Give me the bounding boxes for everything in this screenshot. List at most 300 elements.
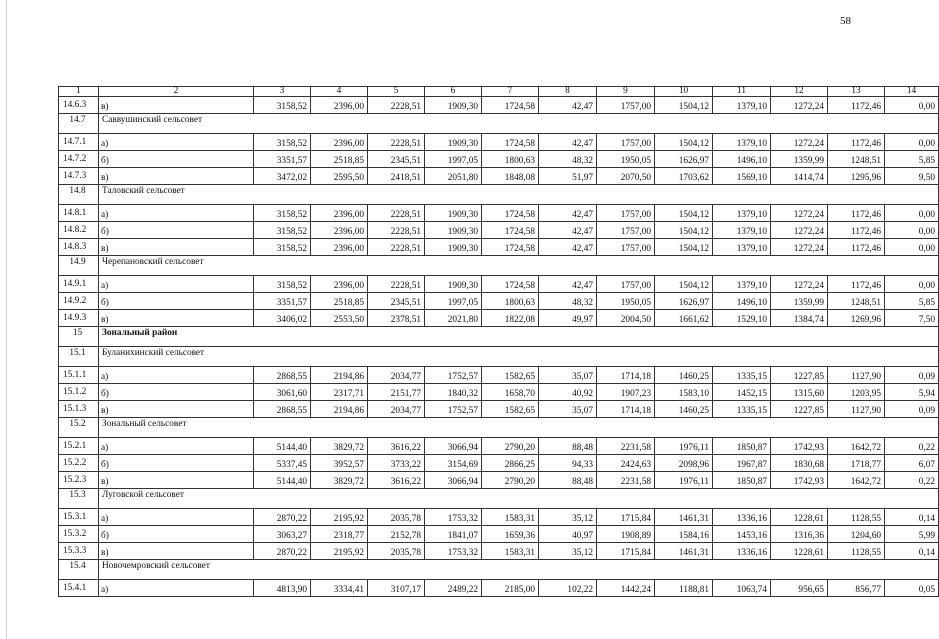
table-row [59,455,939,472]
value-cell: 2866,25 [482,455,539,472]
value-cell: 1379,10 [713,276,771,293]
value-cell: 3472,02 [254,168,311,185]
value-cell: 1203,95 [828,384,885,401]
value-cell: 3066,94 [425,472,482,489]
value-cell: 42,47 [539,239,597,256]
value-cell: 1128,55 [828,543,885,560]
value-cell: 2194,86 [311,367,368,384]
row-option: б) [99,151,254,168]
district-row [59,327,939,347]
value-cell: 2195,92 [311,509,368,526]
value-cell: 3616,22 [368,438,425,455]
value-cell: 2790,20 [482,438,539,455]
value-cell: 1504,12 [655,239,713,256]
value-cell: 5,94 [885,384,939,401]
value-cell: 1272,24 [771,276,828,293]
value-cell: 5,99 [885,526,939,543]
value-cell: 3158,52 [254,97,311,114]
value-cell: 1724,58 [482,222,539,239]
table-row [59,384,939,401]
value-cell: 1714,18 [597,401,655,418]
value-cell: 3061,60 [254,384,311,401]
value-cell: 5144,40 [254,438,311,455]
section-code: 15.4 [59,560,99,580]
table-row [59,97,939,114]
value-cell: 94,33 [539,455,597,472]
value-cell: 0,14 [885,543,939,560]
section-title: Саввушинский сельсовет [99,114,311,134]
value-cell: 2396,00 [311,134,368,151]
value-cell: 0,00 [885,222,939,239]
value-cell: 35,12 [539,509,597,526]
value-cell: 2595,50 [311,168,368,185]
row-code: 15.4.1 [59,580,99,597]
value-cell: 2034,77 [368,401,425,418]
table-row [59,134,939,151]
row-option: а) [99,509,254,526]
page-edge-line [6,0,7,639]
value-cell: 48,32 [539,293,597,310]
value-cell: 1379,10 [713,205,771,222]
value-cell: 1800,63 [482,293,539,310]
value-cell: 1272,24 [771,239,828,256]
value-cell: 1909,30 [425,239,482,256]
value-cell: 1315,60 [771,384,828,401]
table-row [59,472,939,489]
table-row [59,438,939,455]
section-title: Зональный сельсовет [99,418,311,438]
row-code: 15.3.3 [59,543,99,560]
value-cell: 1442,24 [597,580,655,597]
value-cell: 3107,17 [368,580,425,597]
value-cell: 1295,96 [828,168,885,185]
row-code: 14.8.2 [59,222,99,239]
section-title: Таловский сельсовет [99,185,311,205]
value-cell: 1452,15 [713,384,771,401]
header-row [59,87,939,97]
row-code: 14.7.2 [59,151,99,168]
value-cell: 1188,81 [655,580,713,597]
value-cell: 1204,60 [828,526,885,543]
value-cell: 1272,24 [771,97,828,114]
value-cell: 1460,25 [655,367,713,384]
value-cell: 3066,94 [425,438,482,455]
value-cell: 1950,05 [597,151,655,168]
value-cell: 0,09 [885,401,939,418]
value-cell: 0,09 [885,367,939,384]
table-row [59,151,939,168]
value-cell: 1724,58 [482,205,539,222]
tariff-table [58,86,939,597]
value-cell: 1976,11 [655,438,713,455]
value-cell: 1582,65 [482,367,539,384]
section-title: Луговской сельсовет [99,489,311,509]
value-cell: 1453,16 [713,526,771,543]
value-cell: 4813,90 [254,580,311,597]
value-cell: 2231,58 [597,472,655,489]
value-cell: 1742,93 [771,472,828,489]
value-cell: 9,50 [885,168,939,185]
value-cell: 40,97 [539,526,597,543]
row-option: в) [99,97,254,114]
value-cell: 2195,92 [311,543,368,560]
value-cell: 2151,77 [368,384,425,401]
value-cell: 1379,10 [713,222,771,239]
value-cell: 1172,46 [828,205,885,222]
column-header: 7 [482,87,539,97]
row-code: 14.8.3 [59,239,99,256]
section-code: 15.3 [59,489,99,509]
value-cell: 2194,86 [311,401,368,418]
district-title: Зональный район [99,327,311,347]
value-cell: 42,47 [539,276,597,293]
row-code: 15.2.3 [59,472,99,489]
value-cell: 0,00 [885,239,939,256]
table-row [59,205,939,222]
table-row [59,239,939,256]
value-cell: 3733,22 [368,455,425,472]
value-cell: 1715,84 [597,543,655,560]
column-header: 6 [425,87,482,97]
value-cell: 2228,51 [368,276,425,293]
row-option: б) [99,293,254,310]
value-cell: 1757,00 [597,239,655,256]
value-cell: 1976,11 [655,472,713,489]
section-filler [311,256,939,276]
value-cell: 1504,12 [655,97,713,114]
value-cell: 42,47 [539,134,597,151]
row-option: а) [99,276,254,293]
column-header: 3 [254,87,311,97]
value-cell: 1583,31 [482,509,539,526]
value-cell: 1909,30 [425,276,482,293]
value-cell: 1757,00 [597,97,655,114]
value-cell: 3158,52 [254,239,311,256]
value-cell: 1272,24 [771,134,828,151]
value-cell: 1850,87 [713,438,771,455]
table-row [59,293,939,310]
column-header: 11 [713,87,771,97]
value-cell: 2034,77 [368,367,425,384]
row-code: 15.2.2 [59,455,99,472]
value-cell: 2396,00 [311,222,368,239]
value-cell: 1997,05 [425,293,482,310]
row-option: в) [99,239,254,256]
value-cell: 1800,63 [482,151,539,168]
row-option: а) [99,438,254,455]
table-row [59,580,939,597]
table-row [59,310,939,327]
row-option: а) [99,367,254,384]
value-cell: 1569,10 [713,168,771,185]
value-cell: 3406,02 [254,310,311,327]
row-code: 14.8.1 [59,205,99,222]
value-cell: 3154,69 [425,455,482,472]
row-option: б) [99,222,254,239]
row-option: б) [99,384,254,401]
section-row [59,114,939,134]
value-cell: 2868,55 [254,401,311,418]
value-cell: 1757,00 [597,222,655,239]
column-header: 8 [539,87,597,97]
row-code: 15.1.3 [59,401,99,418]
value-cell: 3063,27 [254,526,311,543]
value-cell: 1496,10 [713,151,771,168]
column-header: 12 [771,87,828,97]
value-cell: 2152,78 [368,526,425,543]
value-cell: 1460,25 [655,401,713,418]
value-cell: 3334,41 [311,580,368,597]
value-cell: 1909,30 [425,97,482,114]
row-code: 15.3.1 [59,509,99,526]
value-cell: 2418,51 [368,168,425,185]
value-cell: 2518,85 [311,151,368,168]
row-option: в) [99,472,254,489]
value-cell: 1584,16 [655,526,713,543]
value-cell: 2396,00 [311,205,368,222]
row-code: 15.1.1 [59,367,99,384]
value-cell: 2051,80 [425,168,482,185]
section-filler [311,418,939,438]
row-code: 14.9.1 [59,276,99,293]
row-option: а) [99,580,254,597]
section-filler [311,560,939,580]
value-cell: 1128,55 [828,509,885,526]
value-cell: 1504,12 [655,134,713,151]
value-cell: 1529,10 [713,310,771,327]
value-cell: 1583,31 [482,543,539,560]
value-cell: 48,32 [539,151,597,168]
value-cell: 40,92 [539,384,597,401]
value-cell: 2424,63 [597,455,655,472]
value-cell: 2489,22 [425,580,482,597]
value-cell: 1272,24 [771,205,828,222]
value-cell: 5,85 [885,151,939,168]
section-filler [311,489,939,509]
value-cell: 1336,16 [713,543,771,560]
value-cell: 1908,89 [597,526,655,543]
value-cell: 1850,87 [713,472,771,489]
value-cell: 51,97 [539,168,597,185]
value-cell: 1172,46 [828,134,885,151]
value-cell: 5,85 [885,293,939,310]
value-cell: 1504,12 [655,276,713,293]
value-cell: 2185,00 [482,580,539,597]
section-title: Черепановский сельсовет [99,256,311,276]
value-cell: 1626,97 [655,151,713,168]
table-row [59,276,939,293]
value-cell: 1172,46 [828,222,885,239]
value-cell: 856,77 [828,580,885,597]
row-option: в) [99,310,254,327]
value-cell: 2870,22 [254,543,311,560]
value-cell: 1950,05 [597,293,655,310]
row-option: б) [99,526,254,543]
value-cell: 49,97 [539,310,597,327]
section-row [59,256,939,276]
section-filler [311,327,939,347]
value-cell: 1504,12 [655,222,713,239]
value-cell: 42,47 [539,97,597,114]
value-cell: 1336,16 [713,509,771,526]
section-row [59,185,939,205]
value-cell: 1228,61 [771,509,828,526]
value-cell: 1848,08 [482,168,539,185]
value-cell: 3351,57 [254,151,311,168]
value-cell: 3616,22 [368,472,425,489]
value-cell: 6,07 [885,455,939,472]
value-cell: 2228,51 [368,222,425,239]
value-cell: 1414,74 [771,168,828,185]
value-cell: 2098,96 [655,455,713,472]
value-cell: 1227,85 [771,401,828,418]
table-body [59,87,939,597]
value-cell: 2318,77 [311,526,368,543]
value-cell: 1127,90 [828,401,885,418]
value-cell: 102,22 [539,580,597,597]
section-filler [311,347,939,367]
value-cell: 1724,58 [482,97,539,114]
section-code: 14.9 [59,256,99,276]
value-cell: 1661,62 [655,310,713,327]
value-cell: 35,12 [539,543,597,560]
section-code: 15 [59,327,99,347]
value-cell: 1753,32 [425,509,482,526]
section-row [59,347,939,367]
table-row [59,509,939,526]
value-cell: 1659,36 [482,526,539,543]
value-cell: 1228,61 [771,543,828,560]
value-cell: 1335,15 [713,401,771,418]
value-cell: 1461,31 [655,509,713,526]
value-cell: 1359,99 [771,293,828,310]
value-cell: 5337,45 [254,455,311,472]
row-option: в) [99,401,254,418]
section-row [59,489,939,509]
value-cell: 1582,65 [482,401,539,418]
value-cell: 1127,90 [828,367,885,384]
column-header: 1 [59,87,99,97]
table-row [59,367,939,384]
value-cell: 1909,30 [425,134,482,151]
value-cell: 42,47 [539,205,597,222]
value-cell: 1172,46 [828,97,885,114]
value-cell: 2228,51 [368,239,425,256]
value-cell: 2396,00 [311,239,368,256]
column-header: 5 [368,87,425,97]
value-cell: 0,00 [885,276,939,293]
section-row [59,418,939,438]
row-code: 15.1.2 [59,384,99,401]
value-cell: 1658,70 [482,384,539,401]
value-cell: 3158,52 [254,276,311,293]
value-cell: 2021,80 [425,310,482,327]
column-header: 9 [597,87,655,97]
table-row [59,168,939,185]
value-cell: 956,65 [771,580,828,597]
row-option: в) [99,543,254,560]
value-cell: 1909,30 [425,205,482,222]
value-cell: 2868,55 [254,367,311,384]
value-cell: 1379,10 [713,97,771,114]
section-code: 14.8 [59,185,99,205]
column-header: 13 [828,87,885,97]
value-cell: 2004,50 [597,310,655,327]
value-cell: 1757,00 [597,134,655,151]
value-cell: 0,00 [885,97,939,114]
value-cell: 35,07 [539,401,597,418]
value-cell: 1715,84 [597,509,655,526]
value-cell: 1461,31 [655,543,713,560]
value-cell: 2228,51 [368,205,425,222]
value-cell: 1172,46 [828,239,885,256]
value-cell: 3158,52 [254,222,311,239]
value-cell: 1742,93 [771,438,828,455]
value-cell: 1642,72 [828,472,885,489]
value-cell: 42,47 [539,222,597,239]
column-header: 4 [311,87,368,97]
value-cell: 1841,07 [425,526,482,543]
row-option: а) [99,134,254,151]
value-cell: 0,00 [885,134,939,151]
value-cell: 3952,57 [311,455,368,472]
value-cell: 1227,85 [771,367,828,384]
value-cell: 1752,57 [425,367,482,384]
value-cell: 1714,18 [597,367,655,384]
value-cell: 1379,10 [713,239,771,256]
value-cell: 2345,51 [368,151,425,168]
value-cell: 2231,58 [597,438,655,455]
value-cell: 7,50 [885,310,939,327]
section-code: 14.7 [59,114,99,134]
value-cell: 1063,74 [713,580,771,597]
value-cell: 1335,15 [713,367,771,384]
value-cell: 2317,71 [311,384,368,401]
row-code: 14.9.3 [59,310,99,327]
value-cell: 1830,68 [771,455,828,472]
table-row [59,401,939,418]
value-cell: 1724,58 [482,134,539,151]
column-header: 10 [655,87,713,97]
row-code: 14.7.3 [59,168,99,185]
row-code: 15.2.1 [59,438,99,455]
section-title: Буланихинский сельсовет [99,347,311,367]
value-cell: 88,48 [539,472,597,489]
table-row [59,543,939,560]
value-cell: 1359,99 [771,151,828,168]
column-header: 14 [885,87,939,97]
value-cell: 2790,20 [482,472,539,489]
value-cell: 1269,96 [828,310,885,327]
value-cell: 2518,85 [311,293,368,310]
value-cell: 2228,51 [368,134,425,151]
value-cell: 1822,08 [482,310,539,327]
value-cell: 1718,77 [828,455,885,472]
value-cell: 2396,00 [311,276,368,293]
value-cell: 3158,52 [254,205,311,222]
table-row [59,526,939,543]
value-cell: 0,05 [885,580,939,597]
value-cell: 1757,00 [597,205,655,222]
value-cell: 2870,22 [254,509,311,526]
value-cell: 1703,62 [655,168,713,185]
value-cell: 1272,24 [771,222,828,239]
value-cell: 2070,50 [597,168,655,185]
value-cell: 0,22 [885,472,939,489]
value-cell: 2228,51 [368,97,425,114]
value-cell: 1997,05 [425,151,482,168]
value-cell: 5144,40 [254,472,311,489]
